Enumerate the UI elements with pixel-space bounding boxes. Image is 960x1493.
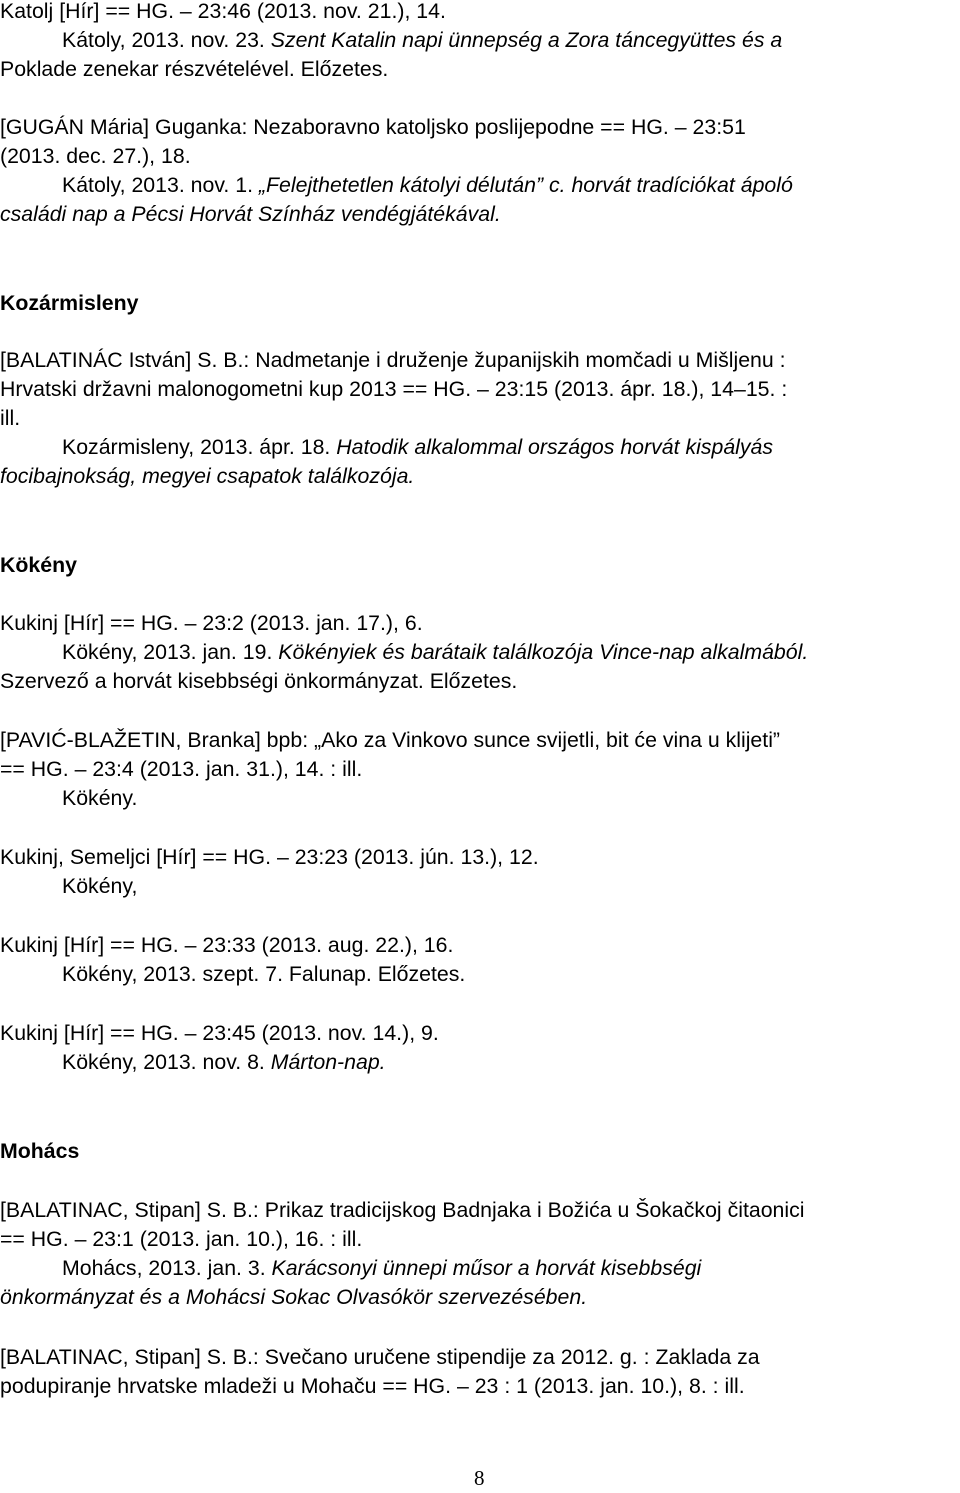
entry-annotation: [62, 1254, 701, 1283]
entry-place-date: Kátoly, 2013. nov. 23.: [62, 28, 265, 52]
section-heading: Kozármisleny: [0, 291, 139, 315]
entry-annotation: [62, 171, 793, 200]
entry-annotation: [62, 433, 773, 462]
entry-citation: [BALATINAC, Stipan] S. B.: Svečano uručene stipendije za 2012. g. : Zaklada za: [0, 1345, 760, 1369]
entry-annotation: [62, 26, 782, 55]
entry-description: Szent Katalin napi ünnepség a Zora táncegyüttes és a: [264, 28, 783, 52]
entry-description: Karácsonyi ünnepi műsor a horvát kisebbségi: [265, 1256, 702, 1280]
entry-annotation-cont: Poklade zenekar részvételével. Előzetes.: [0, 57, 389, 81]
entry-citation-cont: == HG. – 23:4 (2013. jan. 31.), 14. : ill.: [0, 757, 363, 781]
entry-place-date: Kátoly, 2013. nov. 1.: [62, 173, 254, 197]
entry-citation: Kukinj, Semeljci [Hír] == HG. – 23:23 (2013. jún. 13.), 12.: [0, 845, 539, 869]
entry-citation-cont: ill.: [0, 406, 21, 430]
entry-annotation: [62, 1048, 386, 1077]
entry-citation: Kukinj [Hír] == HG. – 23:33 (2013. aug. 22.), 16.: [0, 933, 454, 957]
entry-annotation-cont: focibajnokság, megyei csapatok találkozója.: [0, 464, 415, 488]
entry-description: Kökényiek és barátaik találkozója Vince-nap alkalmából.: [272, 640, 809, 664]
entry-description: „Felejthetetlen kátolyi délután” c. horvát tradíciókat ápoló: [253, 173, 793, 197]
entry-description: Hatodik alkalommal országos horvát kispályás: [330, 435, 774, 459]
section-heading: Mohács: [0, 1139, 80, 1163]
entry-citation: Kukinj [Hír] == HG. – 23:45 (2013. nov. 14.), 9.: [0, 1021, 439, 1045]
entry-citation: [BALATINAC, Stipan] S. B.: Prikaz tradicijskog Badnjaka i Božića u Šokačkoj čitaonici: [0, 1198, 805, 1222]
entry-citation-cont: == HG. – 23:1 (2013. jan. 10.), 16. : ill.: [0, 1227, 363, 1251]
entry-place-date: Kökény, 2013. nov. 8.: [62, 1050, 265, 1074]
entry-citation-cont: (2013. dec. 27.), 18.: [0, 144, 191, 168]
section-heading: Kökény: [0, 553, 77, 577]
entry-place-date: Kozármisleny, 2013. ápr. 18.: [62, 435, 331, 459]
entry-place-date: Kökény, 2013. jan. 19.: [62, 640, 273, 664]
entry-place-date: Mohács, 2013. jan. 3.: [62, 1256, 266, 1280]
entry-annotation-cont: Szervező a horvát kisebbségi önkormányzat. Előzetes.: [0, 669, 518, 693]
entry-citation-cont: podupiranje hrvatske mladeži u Mohaču == HG. – 23 : 1 (2013. jan. 10.), 8. : ill.: [0, 1374, 745, 1398]
entry-citation: [GUGÁN Mária] Guganka: Nezaboravno katoljsko poslijepodne == HG. – 23:51: [0, 115, 746, 139]
entry-annotation-cont: önkormányzat és a Mohácsi Sokac Olvasókör szervezésében.: [0, 1285, 588, 1309]
entry-annotation: Kökény, 2013. szept. 7. Falunap. Előzetes.: [62, 962, 466, 986]
entry-citation: [BALATINÁC István] S. B.: Nadmetanje i druženje županijskih momčadi u Mišljenu :: [0, 348, 786, 372]
entry-citation-cont: Hrvatski državni malonogometni kup 2013 == HG. – 23:15 (2013. ápr. 18.), 14–15. :: [0, 377, 788, 401]
entry-annotation: [62, 638, 808, 667]
entry-description: Márton-nap.: [264, 1050, 386, 1074]
entry-citation: Kukinj [Hír] == HG. – 23:2 (2013. jan. 17.), 6.: [0, 611, 423, 635]
entry-place-date: Kökény,: [62, 874, 138, 898]
entry-citation: Katolj [Hír] == HG. – 23:46 (2013. nov. 21.), 14.: [0, 0, 446, 23]
page-number: 8: [474, 1466, 485, 1490]
entry-citation: [PAVIĆ-BLAŽETIN, Branka] bpb: „Ako za Vinkovo sunce svijetli, bit će vina u klijeti”: [0, 728, 781, 752]
entry-place-date: Kökény.: [62, 786, 138, 810]
entry-annotation-cont: családi nap a Pécsi Horvát Színház vendégjátékával.: [0, 202, 501, 226]
